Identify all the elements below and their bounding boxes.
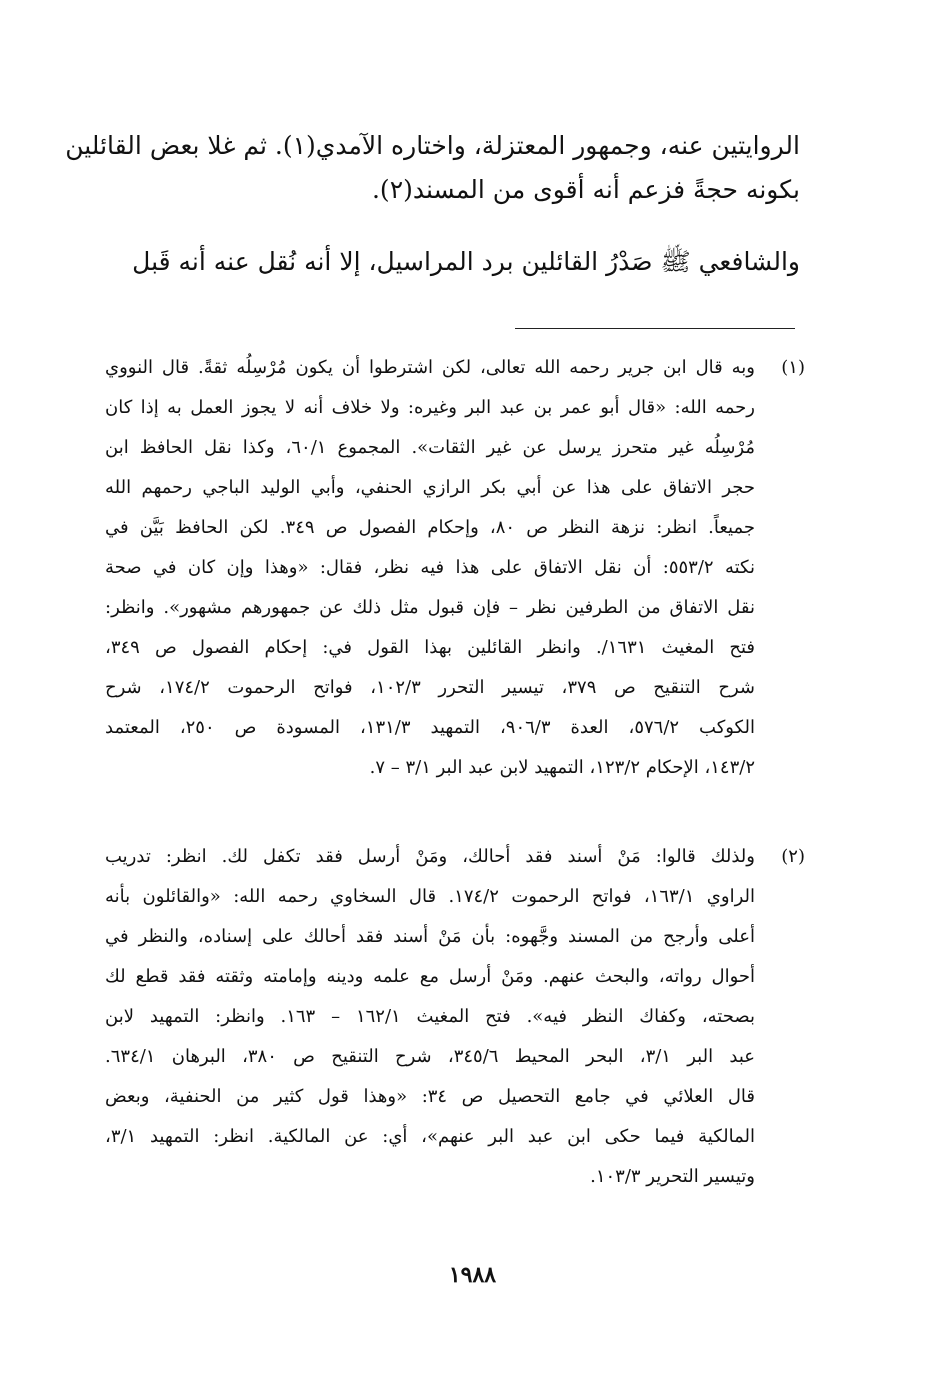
footnote-line (105, 428, 805, 468)
footnote-text: فتح المغيث ١٦٣١/. وانظر القائلين بهذا القول في: إحكام الفصول ص ٣٤٩، (105, 637, 755, 658)
footnote-text: الراوي ١٦٣/١، فواتح الرحموت ١٧٤/٢. قال السخاوي رحمه الله: «والقائلون بأنه (105, 886, 755, 907)
main-paragraph-1 (65, 124, 800, 212)
footnote-line (105, 1157, 805, 1197)
footnote-line (105, 877, 805, 917)
footnote-text: وبه قال ابن جرير رحمه الله تعالى، لكن اشترطوا أن يكون مُرْسِلُه ثقةً. قال النووي (105, 357, 755, 378)
footnote-text: مُرْسِلُه غير متحرز يرسل عن غير الثقات». المجموع ٦٠/١، وكذا نقل الحافظ ابن (105, 437, 755, 458)
main-line: الروايتين عنه، وجمهور المعتزلة، واختاره الآمدي(١). ثم غلا بعض القائلين (65, 131, 800, 160)
footnote-text: الكوكب ٥٧٦/٢، العدة ٩٠٦/٣، التمهيد ١٣١/٣، المسودة ص ٢٥٠، المعتمد (105, 717, 755, 738)
footnote-2 (105, 837, 805, 1197)
footnote-line (105, 588, 805, 628)
footnote-text: ١٤٣/٢، الإحكام ١٢٣/٢، التمهيد لابن عبد البر ٣/١ – ٧. (369, 757, 755, 778)
footnote-number: (١) (781, 357, 805, 378)
footnote-line (105, 348, 805, 388)
footnote-line (105, 1117, 805, 1157)
footnote-line (105, 668, 805, 708)
footnote-separator (515, 328, 795, 329)
footnote-text: أعلى وأرجح من المسند وجَّهوه: بأن مَنْ أسند فقد أحالك على إسناده، والنظر في (105, 926, 755, 947)
footnote-text: رحمه الله: «قال أبو عمر بن عبد البر وغيره: ولا خلاف أنه لا يجوز العمل به إذا كان (105, 397, 755, 418)
footnote-text: أحوال رواته، والبحث عنهم. ومَنْ أرسل مع علمه ودينه وإمامته وثقته فقد قطع لك (105, 966, 755, 987)
footnote-line (105, 508, 805, 548)
footnote-line (105, 548, 805, 588)
footnote-line (105, 1037, 805, 1077)
footnote-line (105, 997, 805, 1037)
footnote-text: بصحته، وكفاك النظر فيه». فتح المغيث ١٦٢/١ – ١٦٣. وانظر: التمهيد لابن (105, 1006, 755, 1027)
footnote-line (105, 917, 805, 957)
main-paragraph-2 (110, 240, 800, 284)
footnote-1 (105, 348, 805, 788)
page-number: ١٩٨٨ (448, 1262, 497, 1288)
footnote-text: قال العلائي في جامع التحصيل ص ٣٤: «وهذا قول كثير من الحنفية، وبعض (105, 1086, 755, 1107)
footnote-number: (٢) (781, 846, 805, 867)
footnote-text: ولذلك قالوا: مَنْ أسند فقد أحالك، ومَنْ أرسل فقد تكفل لك. انظر: تدريب (105, 846, 755, 867)
footnote-text: عبد البر ٣/١، البحر المحيط ٣٤٥/٦، شرح التنقيح ص ٣٨٠، البرهان ٦٣٤/١. (105, 1046, 755, 1067)
footnote-text: شرح التنقيح ص ٣٧٩، تيسير التحرر ١٠٢/٣، فواتح الرحموت ١٧٤/٢، شرح (105, 677, 755, 698)
footnote-text: نقل الاتفاق من الطرفين نظر – فإن قبول مثل ذلك عن جمهورهم مشهور». وانظر: (105, 597, 755, 618)
footnote-text: وتيسير التحرير ١٠٣/٣. (590, 1166, 755, 1187)
footnote-text: المالكية فيما حكى ابن عبد البر عنهم»، أي: عن المالكية. انظر: التمهيد ٣/١، (105, 1126, 755, 1147)
footnote-line (105, 388, 805, 428)
footnote-line (105, 708, 805, 748)
footnote-line (105, 1077, 805, 1117)
footnote-text: حجر الاتفاق على هذا عن أبي بكر الرازي الحنفي، وأبي الوليد الباجي رحمهم الله (105, 477, 755, 498)
footnote-line (105, 468, 805, 508)
footnote-text: نكته ٥٥٣/٢: أن نقل الاتفاق على هذا فيه نظر، فقال: «وهذا وإن كان في صحة (105, 557, 755, 578)
footnote-line (105, 957, 805, 997)
main-line: بكونه حجةً فزعم أنه أقوى من المسند(٢). (371, 175, 800, 204)
footnote-line (105, 628, 805, 668)
main-line: والشافعي ﷺ صَدْرُ القائلين برد المراسيل، إلا أنه نُقل عنه أنه قَبل (132, 247, 800, 276)
footnote-text: جميعاً. انظر: نزهة النظر ص ٨٠، وإحكام الفصول ص ٣٤٩. لكن الحافظ بَيَّن في (105, 517, 755, 538)
footnote-line (105, 837, 805, 877)
footnote-line (105, 748, 805, 788)
